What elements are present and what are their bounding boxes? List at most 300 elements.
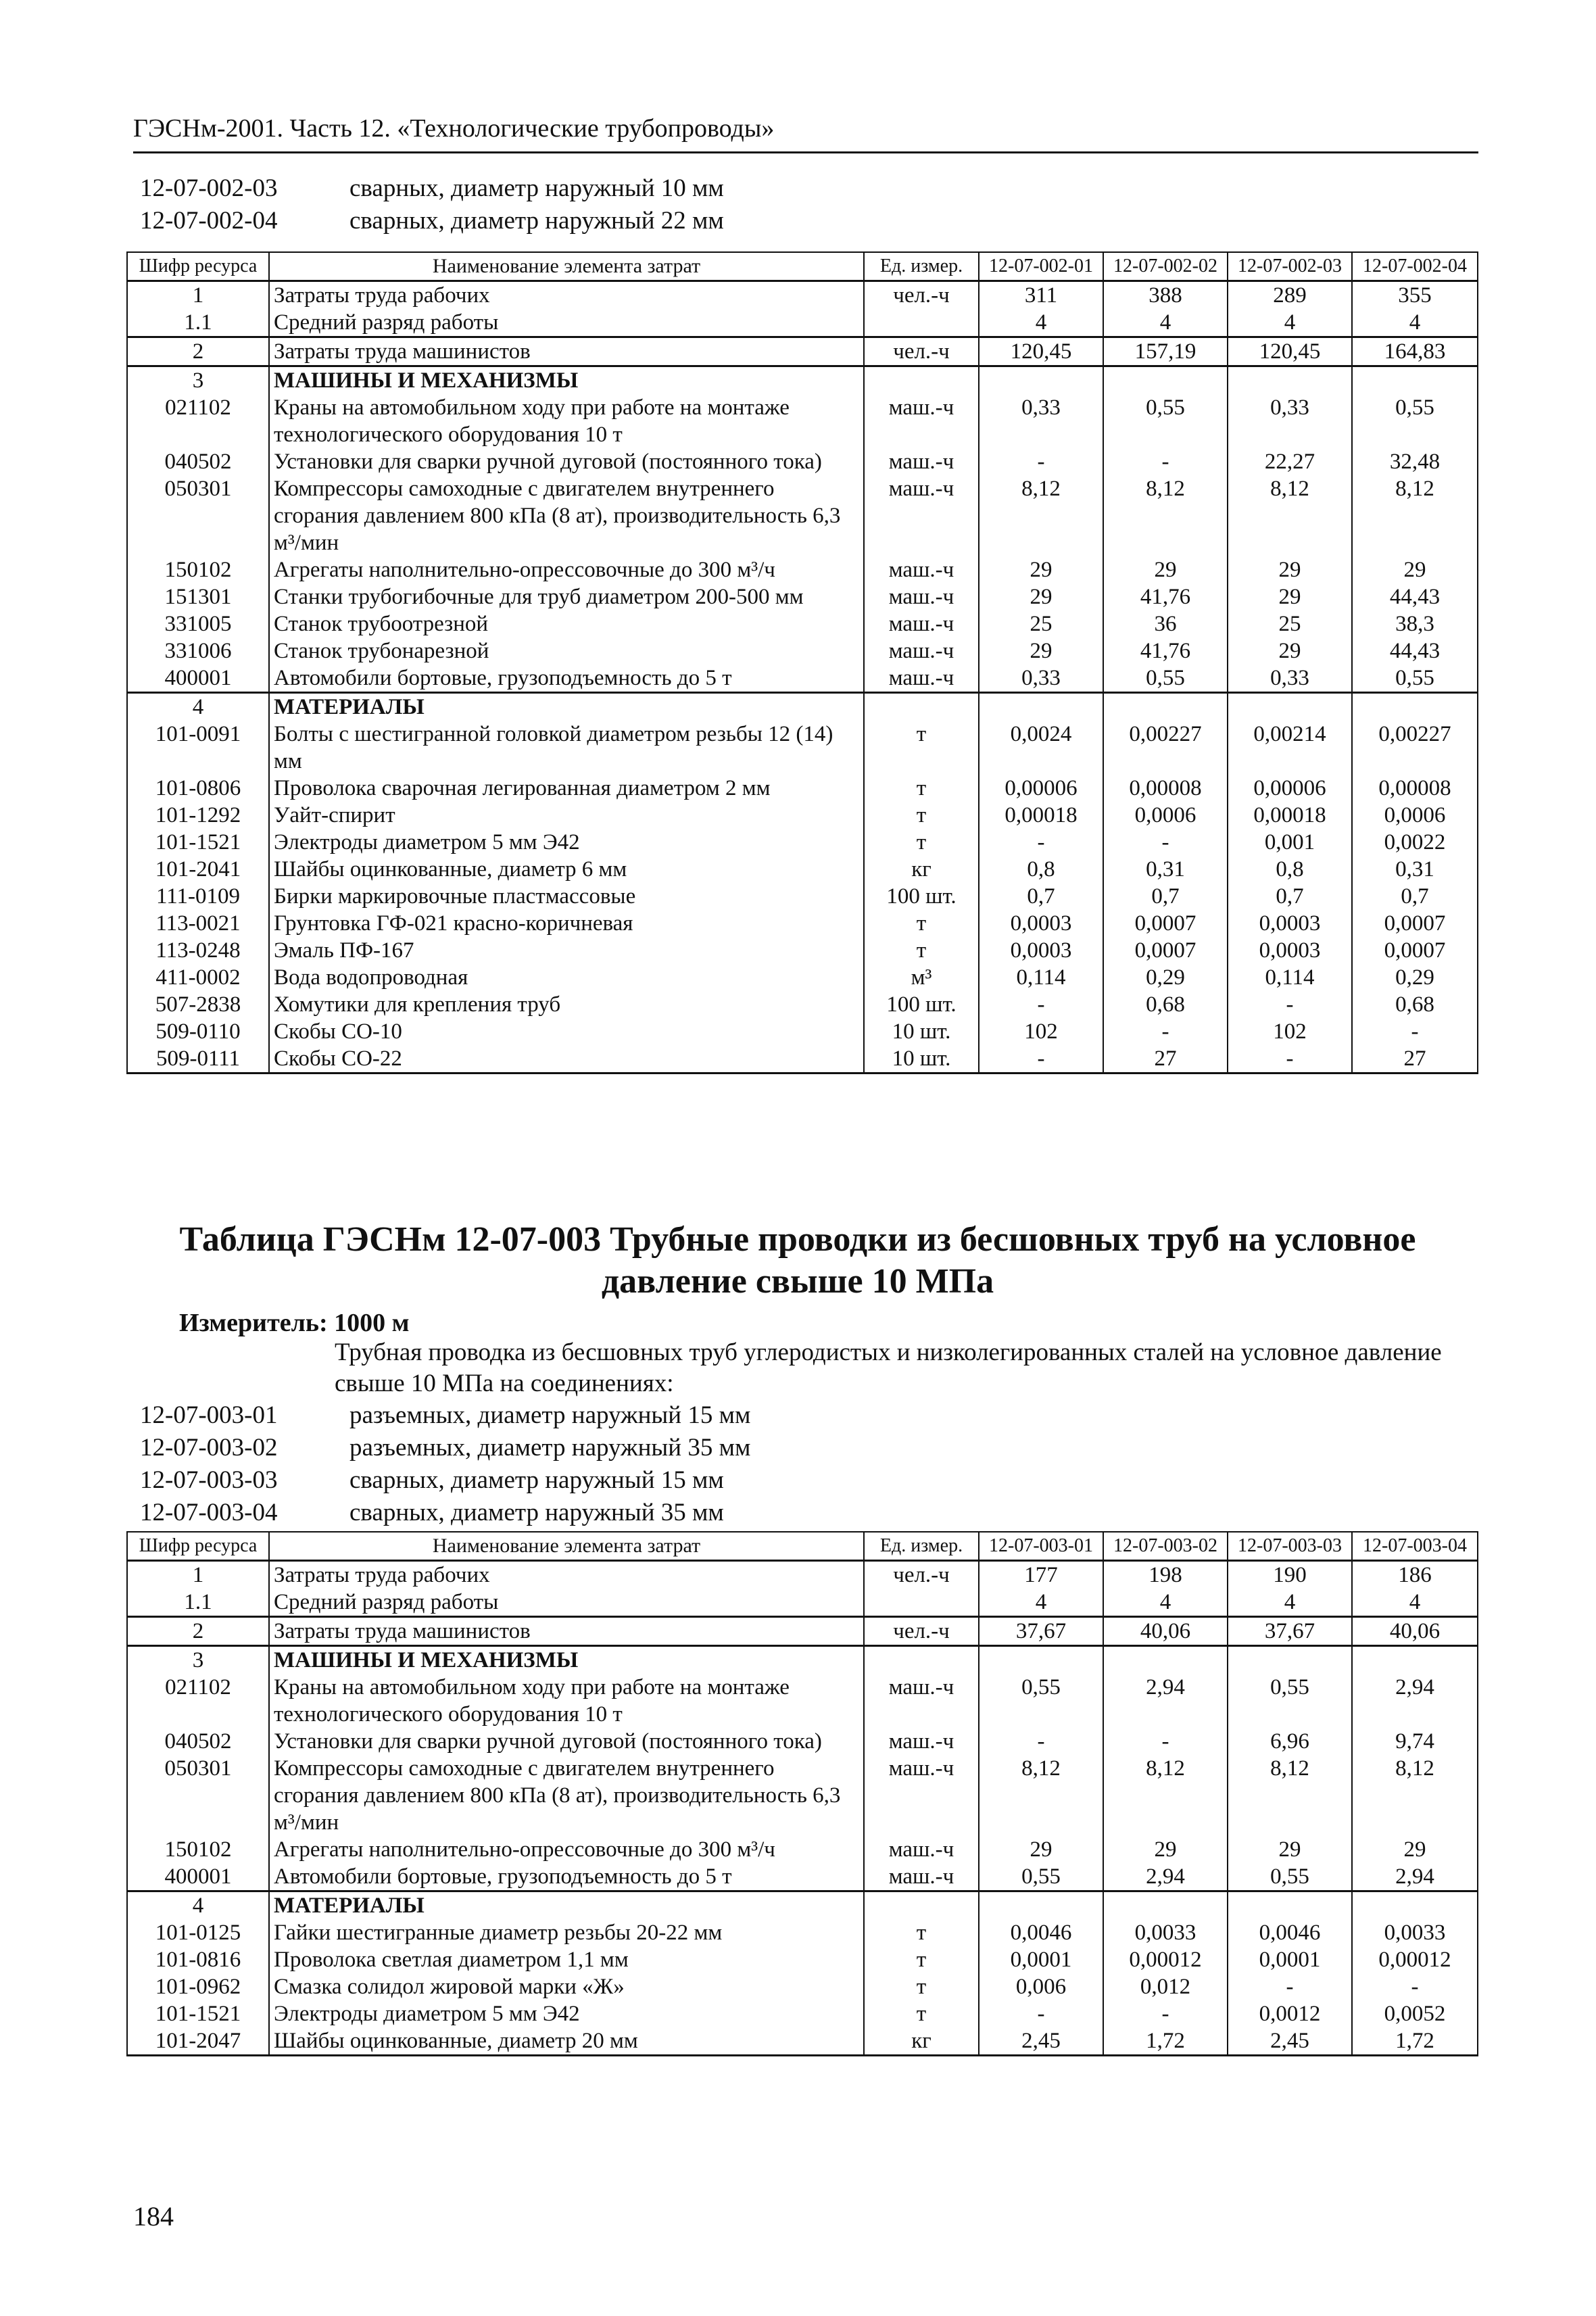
cost-element-name: Автомобили бортовые, грузоподъемность до 5 т <box>269 665 864 693</box>
unit-cell: маш.-ч <box>864 1836 979 1863</box>
value-cell: 29 <box>979 556 1103 583</box>
unit-cell: т <box>864 829 979 856</box>
resource-code: 331005 <box>127 610 269 637</box>
table-row <box>127 829 1478 856</box>
value-cell <box>979 1891 1103 1920</box>
value-cell: 0,00214 <box>1228 721 1352 775</box>
table-row <box>127 1617 1478 1646</box>
value-cell: 1,72 <box>1352 2027 1478 2056</box>
value-cell: 29 <box>979 583 1103 610</box>
norm-description: сварных, диаметр наружный 15 мм <box>349 1466 724 1494</box>
resource-code: 040502 <box>127 1728 269 1755</box>
resource-code: 021102 <box>127 1674 269 1728</box>
value-cell: - <box>1103 448 1228 475</box>
unit-cell: 10 шт. <box>864 1018 979 1045</box>
value-cell: 29 <box>1103 1836 1228 1863</box>
norm-code: 12-07-002-03 <box>140 174 278 202</box>
value-cell: 102 <box>979 1018 1103 1045</box>
value-cell: 0,012 <box>1103 1973 1228 2000</box>
section-heading: МАШИНЫ И МЕХАНИЗМЫ <box>269 366 864 395</box>
table-group <box>127 1617 1478 1646</box>
norm-description: сварных, диаметр наружный 22 мм <box>349 207 724 235</box>
unit-cell: кг <box>864 2027 979 2056</box>
value-cell: 29 <box>979 1836 1103 1863</box>
section-heading: МАШИНЫ И МЕХАНИЗМЫ <box>269 1646 864 1674</box>
value-cell: 0,00012 <box>1352 1946 1478 1973</box>
table-row <box>127 475 1478 556</box>
resource-code: 4 <box>127 693 269 721</box>
resource-code: 4 <box>127 1891 269 1920</box>
value-cell <box>1103 693 1228 721</box>
unit-cell: т <box>864 1973 979 2000</box>
table-row <box>127 775 1478 802</box>
norm-code: 12-07-003-02 <box>140 1434 278 1462</box>
value-cell: 0,0012 <box>1228 2000 1352 2027</box>
resource-code: 3 <box>127 1646 269 1674</box>
value-cell: 0,0007 <box>1103 937 1228 964</box>
resource-code: 101-2041 <box>127 856 269 883</box>
cost-element-name: Автомобили бортовые, грузоподъемность до 5 т <box>269 1863 864 1891</box>
value-cell: 29 <box>1103 556 1228 583</box>
value-cell: 29 <box>979 637 1103 665</box>
value-cell: 37,67 <box>1228 1617 1352 1646</box>
value-cell: 0,55 <box>1228 1863 1352 1891</box>
header-norm-code: 12-07-002-01 <box>979 252 1103 281</box>
cost-element-name: Агрегаты наполнительно-опрессовочные до 300 м³/ч <box>269 1836 864 1863</box>
norm-description: разъемных, диаметр наружный 15 мм <box>349 1401 751 1429</box>
value-cell: 0,55 <box>1103 394 1228 448</box>
value-cell: 289 <box>1228 281 1352 310</box>
resource-code: 050301 <box>127 475 269 556</box>
table-row <box>127 856 1478 883</box>
table-row <box>127 1919 1478 1946</box>
unit-cell: т <box>864 2000 979 2027</box>
cost-element-name: Краны на автомобильном ходу при работе на монтаже технологического оборудования 10 т <box>269 394 864 448</box>
resource-code: 1 <box>127 1561 269 1589</box>
section-heading: МАТЕРИАЛЫ <box>269 1891 864 1920</box>
value-cell <box>1352 366 1478 395</box>
table2-code-list <box>140 1399 750 1529</box>
value-cell: 0,0003 <box>1228 937 1352 964</box>
unit-cell: т <box>864 721 979 775</box>
running-header: ГЭСНм-2001. Часть 12. «Технологические трубопроводы» <box>133 114 1478 153</box>
cost-element-name: Затраты труда машинистов <box>269 1617 864 1646</box>
value-cell: 0,33 <box>1228 665 1352 693</box>
cost-element-name: Агрегаты наполнительно-опрессовочные до 300 м³/ч <box>269 556 864 583</box>
header-norm-code: 12-07-003-04 <box>1352 1532 1478 1561</box>
value-cell: 0,00227 <box>1352 721 1478 775</box>
resource-code: 1.1 <box>127 309 269 337</box>
cost-element-name: Грунтовка ГФ-021 красно-коричневая <box>269 910 864 937</box>
resource-code: 113-0021 <box>127 910 269 937</box>
resource-code: 400001 <box>127 665 269 693</box>
table-row <box>127 1946 1478 1973</box>
unit-cell <box>864 1891 979 1920</box>
value-cell: 0,0003 <box>1228 910 1352 937</box>
header-name: Наименование элемента затрат <box>269 252 864 281</box>
value-cell: 29 <box>1228 556 1352 583</box>
resource-code: 040502 <box>127 448 269 475</box>
value-cell: 0,00018 <box>1228 802 1352 829</box>
value-cell: 38,3 <box>1352 610 1478 637</box>
table-row <box>127 991 1478 1018</box>
unit-cell: кг <box>864 856 979 883</box>
value-cell: 2,94 <box>1352 1674 1478 1728</box>
value-cell: 0,33 <box>979 665 1103 693</box>
value-cell: 0,7 <box>1103 883 1228 910</box>
value-cell: 157,19 <box>1103 337 1228 366</box>
value-cell: 8,12 <box>1228 475 1352 556</box>
value-cell: 0,00006 <box>979 775 1103 802</box>
table-row <box>127 1728 1478 1755</box>
value-cell: 44,43 <box>1352 637 1478 665</box>
resource-code: 101-0962 <box>127 1973 269 2000</box>
value-cell: 355 <box>1352 281 1478 310</box>
value-cell: 0,55 <box>1352 665 1478 693</box>
value-cell <box>979 1646 1103 1674</box>
unit-cell: м³ <box>864 964 979 991</box>
value-cell: 0,0006 <box>1352 802 1478 829</box>
value-cell: 190 <box>1228 1561 1352 1589</box>
cost-element-name: Гайки шестигранные диаметр резьбы 20-22 мм <box>269 1919 864 1946</box>
table-row <box>127 2027 1478 2056</box>
resource-code: 411-0002 <box>127 964 269 991</box>
cost-element-name: Проволока светлая диаметром 1,1 мм <box>269 1946 864 1973</box>
value-cell: 388 <box>1103 281 1228 310</box>
table-row <box>127 448 1478 475</box>
table-header <box>127 1532 1478 1561</box>
value-cell: 41,76 <box>1103 637 1228 665</box>
value-cell: - <box>979 1728 1103 1755</box>
header-norm-code: 12-07-002-04 <box>1352 252 1478 281</box>
value-cell: - <box>979 448 1103 475</box>
value-cell: 0,29 <box>1103 964 1228 991</box>
value-cell: 0,7 <box>979 883 1103 910</box>
value-cell: 8,12 <box>1352 475 1478 556</box>
unit-cell <box>864 309 979 337</box>
table-row <box>127 1646 1478 1674</box>
unit-cell: маш.-ч <box>864 1674 979 1728</box>
resource-code: 150102 <box>127 1836 269 1863</box>
table-row <box>127 637 1478 665</box>
norm-code: 12-07-003-01 <box>140 1401 278 1429</box>
value-cell: 27 <box>1352 1045 1478 1073</box>
cost-element-name: Электроды диаметром 5 мм Э42 <box>269 829 864 856</box>
table-group <box>127 281 1478 337</box>
value-cell: 0,8 <box>1228 856 1352 883</box>
table-group <box>127 693 1478 1073</box>
cost-element-name: Шайбы оцинкованные, диаметр 6 мм <box>269 856 864 883</box>
resource-code: 101-2047 <box>127 2027 269 2056</box>
cost-element-name: Затраты труда машинистов <box>269 337 864 366</box>
value-cell: 0,0007 <box>1103 910 1228 937</box>
value-cell: 0,33 <box>979 394 1103 448</box>
cost-element-name: Компрессоры самоходные с двигателем внутреннего сгорания давлением 800 кПа (8 ат), производительность 6,3 м³/мин <box>269 475 864 556</box>
value-cell: 6,96 <box>1228 1728 1352 1755</box>
unit-cell: т <box>864 910 979 937</box>
unit-cell <box>864 1646 979 1674</box>
norm-code: 12-07-003-04 <box>140 1499 278 1526</box>
value-cell: 2,94 <box>1352 1863 1478 1891</box>
value-cell: 0,55 <box>1228 1674 1352 1728</box>
value-cell: 120,45 <box>979 337 1103 366</box>
resource-code: 101-0091 <box>127 721 269 775</box>
resource-code: 509-0110 <box>127 1018 269 1045</box>
value-cell: 29 <box>1228 583 1352 610</box>
table-row <box>127 883 1478 910</box>
unit-cell: маш.-ч <box>864 475 979 556</box>
value-cell: 0,0003 <box>979 910 1103 937</box>
value-cell: 0,0052 <box>1352 2000 1478 2027</box>
value-cell: - <box>979 1045 1103 1073</box>
value-cell: 27 <box>1103 1045 1228 1073</box>
table-row <box>127 1755 1478 1836</box>
unit-cell: маш.-ч <box>864 448 979 475</box>
table-row <box>127 309 1478 337</box>
value-cell <box>979 693 1103 721</box>
value-cell: 0,00006 <box>1228 775 1352 802</box>
value-cell: 186 <box>1352 1561 1478 1589</box>
value-cell <box>1228 693 1352 721</box>
value-cell: 102 <box>1228 1018 1352 1045</box>
value-cell: 2,45 <box>1228 2027 1352 2056</box>
unit-cell: чел.-ч <box>864 1617 979 1646</box>
value-cell: 0,00008 <box>1352 775 1478 802</box>
value-cell: 4 <box>1352 309 1478 337</box>
table-row <box>127 394 1478 448</box>
value-cell: 29 <box>1352 556 1478 583</box>
value-cell: 0,68 <box>1352 991 1478 1018</box>
cost-element-name: Болты с шестигранной головкой диаметром резьбы 12 (14) мм <box>269 721 864 775</box>
value-cell <box>1228 366 1352 395</box>
value-cell: 4 <box>1228 309 1352 337</box>
value-cell: 29 <box>1228 1836 1352 1863</box>
cost-element-name: Затраты труда рабочих <box>269 1561 864 1589</box>
resource-code: 2 <box>127 337 269 366</box>
value-cell: 4 <box>979 309 1103 337</box>
value-cell <box>979 366 1103 395</box>
value-cell: 4 <box>1103 309 1228 337</box>
resource-code: 1.1 <box>127 1589 269 1617</box>
top-code-list <box>140 172 724 237</box>
resource-code: 111-0109 <box>127 883 269 910</box>
resource-code: 331006 <box>127 637 269 665</box>
resource-code: 101-0816 <box>127 1946 269 1973</box>
unit-cell: 100 шт. <box>864 883 979 910</box>
table-row <box>127 1561 1478 1589</box>
cost-element-name: Установки для сварки ручной дуговой (постоянного тока) <box>269 1728 864 1755</box>
resource-code: 021102 <box>127 394 269 448</box>
resource-code: 101-0806 <box>127 775 269 802</box>
value-cell: 0,7 <box>1228 883 1352 910</box>
norms-table-2 <box>126 1531 1478 2056</box>
norm-description: сварных, диаметр наружный 35 мм <box>349 1499 724 1526</box>
cost-element-name: Средний разряд работы <box>269 1589 864 1617</box>
norms-table-1 <box>126 251 1478 1074</box>
value-cell: 164,83 <box>1352 337 1478 366</box>
table-row <box>127 693 1478 721</box>
table-header <box>127 252 1478 281</box>
table-group <box>127 1561 1478 1617</box>
value-cell: 0,55 <box>979 1863 1103 1891</box>
value-cell: 0,55 <box>979 1674 1103 1728</box>
table-row <box>127 1045 1478 1073</box>
table-row <box>127 281 1478 310</box>
table-row <box>127 1891 1478 1920</box>
value-cell: 40,06 <box>1103 1617 1228 1646</box>
value-cell: 29 <box>1228 637 1352 665</box>
value-cell: 8,12 <box>1103 475 1228 556</box>
resource-code: 1 <box>127 281 269 310</box>
header-norm-code: 12-07-002-02 <box>1103 252 1228 281</box>
header-norm-code: 12-07-003-01 <box>979 1532 1103 1561</box>
table-row <box>127 610 1478 637</box>
code-row <box>140 1399 750 1432</box>
table-row <box>127 721 1478 775</box>
resource-code: 150102 <box>127 556 269 583</box>
code-row <box>140 1432 750 1464</box>
cost-element-name: Смазка солидол жировой марки «Ж» <box>269 1973 864 2000</box>
value-cell: 0,006 <box>979 1973 1103 2000</box>
unit-cell: чел.-ч <box>864 1561 979 1589</box>
table-row <box>127 337 1478 366</box>
value-cell: 0,31 <box>1352 856 1478 883</box>
value-cell: 311 <box>979 281 1103 310</box>
value-cell: 2,94 <box>1103 1674 1228 1728</box>
table-row <box>127 964 1478 991</box>
value-cell: 4 <box>1228 1589 1352 1617</box>
header-unit: Ед. измер. <box>864 252 979 281</box>
value-cell: - <box>1103 829 1228 856</box>
table-row <box>127 366 1478 395</box>
table-row <box>127 1836 1478 1863</box>
cost-element-name: Скобы СО-10 <box>269 1018 864 1045</box>
value-cell: 0,8 <box>979 856 1103 883</box>
header-name: Наименование элемента затрат <box>269 1532 864 1561</box>
intro-text: Трубная проводка из бесшовных труб углеродистых и низколегированных сталей на условное давление свыше 10 МПа на соединениях: <box>335 1338 1442 1397</box>
table-group <box>127 337 1478 366</box>
cost-element-name: Станок трубоотрезной <box>269 610 864 637</box>
value-cell: 0,0033 <box>1103 1919 1228 1946</box>
resource-code: 050301 <box>127 1755 269 1836</box>
value-cell <box>1103 1891 1228 1920</box>
norm-description: сварных, диаметр наружный 10 мм <box>349 174 724 202</box>
value-cell: - <box>1103 1728 1228 1755</box>
value-cell: 8,12 <box>1352 1755 1478 1836</box>
table-row <box>127 1589 1478 1617</box>
cost-element-name: Уайт-спирит <box>269 802 864 829</box>
value-cell: 0,0033 <box>1352 1919 1478 1946</box>
value-cell <box>1352 1891 1478 1920</box>
unit-cell: маш.-ч <box>864 394 979 448</box>
header-row <box>127 252 1478 281</box>
value-cell: 0,0001 <box>979 1946 1103 1973</box>
value-cell: 0,001 <box>1228 829 1352 856</box>
unit-cell: т <box>864 1946 979 1973</box>
unit-cell: чел.-ч <box>864 281 979 310</box>
table-title: Таблица ГЭСНм 12-07-003 Трубные проводки из бесшовных труб на условное давление свыше 10 МПа <box>179 1220 1416 1301</box>
header-norm-code: 12-07-003-02 <box>1103 1532 1228 1561</box>
meter-label: Измеритель: <box>179 1309 328 1337</box>
value-cell: 25 <box>979 610 1103 637</box>
cost-element-name: Шайбы оцинкованные, диаметр 20 мм <box>269 2027 864 2056</box>
value-cell: 0,0007 <box>1352 910 1478 937</box>
cost-element-name: Проволока сварочная легированная диаметром 2 мм <box>269 775 864 802</box>
table-row <box>127 1018 1478 1045</box>
unit-cell: 100 шт. <box>864 991 979 1018</box>
cost-element-name: Краны на автомобильном ходу при работе на монтаже технологического оборудования 10 т <box>269 1674 864 1728</box>
resource-code: 101-1521 <box>127 829 269 856</box>
value-cell <box>1103 1646 1228 1674</box>
value-cell: 198 <box>1103 1561 1228 1589</box>
value-cell: - <box>1228 991 1352 1018</box>
cost-element-name: Электроды диаметром 5 мм Э42 <box>269 2000 864 2027</box>
code-row <box>140 1464 750 1497</box>
value-cell: 0,0006 <box>1103 802 1228 829</box>
table-group <box>127 366 1478 693</box>
value-cell: 0,0046 <box>979 1919 1103 1946</box>
code-row <box>140 205 724 237</box>
value-cell: 29 <box>1352 1836 1478 1863</box>
value-cell: 0,55 <box>1352 394 1478 448</box>
value-cell: 36 <box>1103 610 1228 637</box>
value-cell: 0,00018 <box>979 802 1103 829</box>
header-norm-code: 12-07-003-03 <box>1228 1532 1352 1561</box>
value-cell: 0,114 <box>979 964 1103 991</box>
unit-cell: маш.-ч <box>864 610 979 637</box>
unit-cell <box>864 366 979 395</box>
value-cell: 0,55 <box>1103 665 1228 693</box>
cost-element-name: Установки для сварки ручной дуговой (постоянного тока) <box>269 448 864 475</box>
cost-element-name: Хомутики для крепления труб <box>269 991 864 1018</box>
resource-code: 101-1521 <box>127 2000 269 2027</box>
cost-element-name: Бирки маркировочные пластмассовые <box>269 883 864 910</box>
unit-cell: маш.-ч <box>864 1728 979 1755</box>
value-cell: - <box>1228 1973 1352 2000</box>
code-row <box>140 1497 750 1529</box>
value-cell: 177 <box>979 1561 1103 1589</box>
cost-element-name: Средний разряд работы <box>269 309 864 337</box>
header-row <box>127 1532 1478 1561</box>
value-cell: - <box>1103 2000 1228 2027</box>
value-cell <box>1352 693 1478 721</box>
norm-description: разъемных, диаметр наружный 35 мм <box>349 1434 751 1462</box>
unit-cell: маш.-ч <box>864 1755 979 1836</box>
value-cell <box>1103 366 1228 395</box>
unit-cell: т <box>864 775 979 802</box>
unit-cell: маш.-ч <box>864 1863 979 1891</box>
table-row <box>127 1863 1478 1891</box>
value-cell: 0,0003 <box>979 937 1103 964</box>
value-cell: 25 <box>1228 610 1352 637</box>
value-cell: 8,12 <box>979 1755 1103 1836</box>
cost-element-name: Компрессоры самоходные с двигателем внутреннего сгорания давлением 800 кПа (8 ат), производительность 6,3 м³/мин <box>269 1755 864 1836</box>
table-group <box>127 1891 1478 2056</box>
value-cell: 44,43 <box>1352 583 1478 610</box>
value-cell: 4 <box>1103 1589 1228 1617</box>
section-heading: МАТЕРИАЛЫ <box>269 693 864 721</box>
unit-cell: маш.-ч <box>864 665 979 693</box>
table-row <box>127 910 1478 937</box>
resource-code: 509-0111 <box>127 1045 269 1073</box>
cost-element-name: Вода водопроводная <box>269 964 864 991</box>
value-cell: 0,33 <box>1228 394 1352 448</box>
header-code: Шифр ресурса <box>127 252 269 281</box>
resource-code: 101-1292 <box>127 802 269 829</box>
cost-element-name: Станки трубогибочные для труб диаметром 200-500 мм <box>269 583 864 610</box>
value-cell: 0,68 <box>1103 991 1228 1018</box>
value-cell: - <box>1352 1018 1478 1045</box>
